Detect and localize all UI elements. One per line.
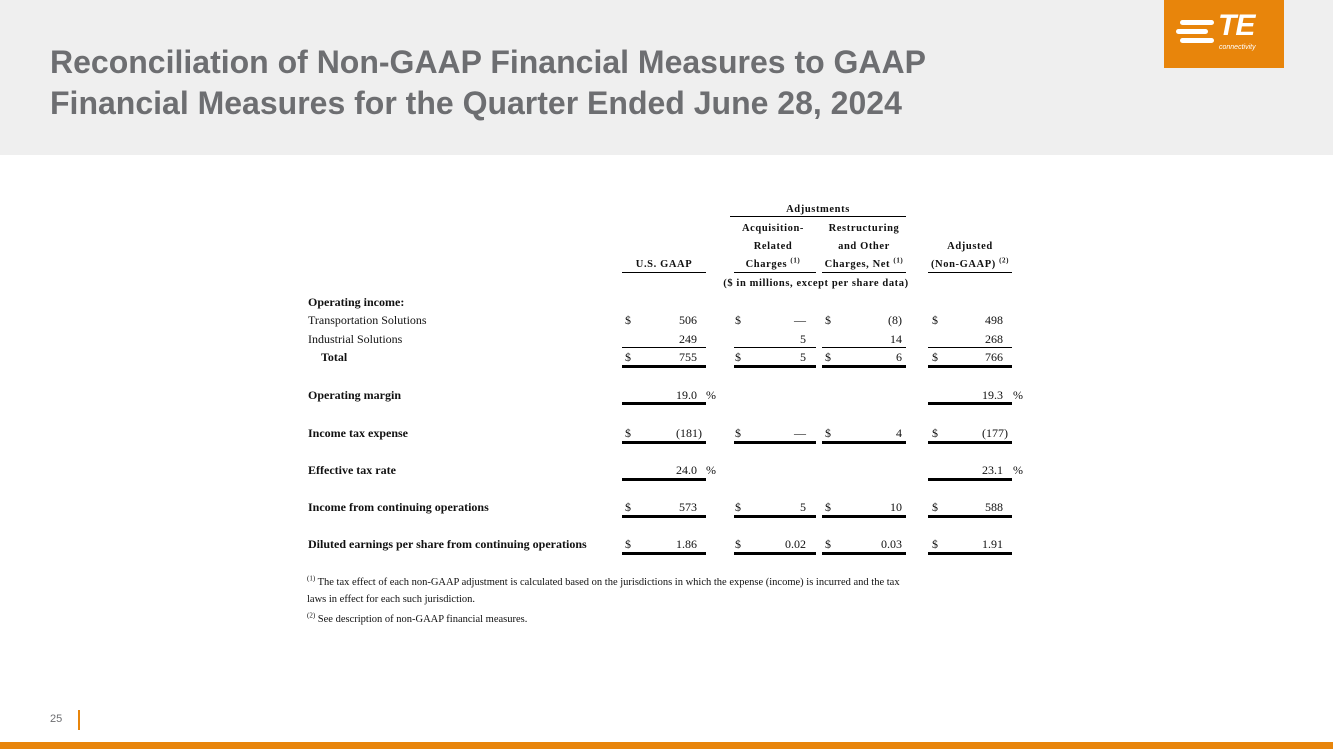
row-double-rule (622, 402, 706, 405)
cell-industrial-restr: 14 (890, 332, 902, 346)
currency-sign: $ (625, 313, 631, 327)
currency-sign: $ (735, 537, 741, 551)
total-double-rule (822, 365, 906, 368)
cell-transportation-gaap: 506 (679, 313, 697, 327)
subtotal-rule (928, 347, 1012, 348)
currency-sign: $ (825, 426, 831, 440)
total-double-rule (734, 365, 816, 368)
currency-sign: $ (932, 500, 938, 514)
footnote-2: $^{(2)}$ See description of non-GAAP financial measures. (307, 611, 528, 625)
row-label-income-cont: Income from continuing operations (308, 500, 489, 514)
currency-sign: $ (625, 537, 631, 551)
row-double-rule (822, 515, 906, 518)
row-label-op-margin: Operating margin (308, 388, 401, 402)
currency-sign: $ (735, 426, 741, 440)
col-restr-line1: Restructuring (828, 223, 900, 234)
currency-sign: $ (825, 350, 831, 364)
row-label-transportation: Transportation Solutions (308, 313, 427, 327)
row-double-rule (928, 478, 1012, 481)
row-double-rule (928, 441, 1012, 444)
percent-sign: % (1013, 463, 1023, 477)
col-acq-line3: Charges $^{(1)}$ (745, 256, 801, 270)
row-double-rule (622, 515, 706, 518)
cell-op-margin-adj: 19.3 (982, 388, 1003, 402)
cell-income-cont-gaap: 573 (679, 500, 697, 514)
row-double-rule (622, 478, 706, 481)
group-header-adjustments: Adjustments (786, 204, 850, 215)
percent-sign: % (1013, 388, 1023, 402)
row-double-rule (622, 441, 706, 444)
row-double-rule (928, 515, 1012, 518)
cell-eps-restr: 0.03 (881, 537, 902, 551)
row-double-rule (822, 441, 906, 444)
page-number-divider (78, 710, 80, 730)
percent-sign: % (706, 463, 716, 477)
cell-total-adj: 766 (985, 350, 1003, 364)
percent-sign: % (706, 388, 716, 402)
currency-sign: $ (825, 500, 831, 514)
cell-total-gaap: 755 (679, 350, 697, 364)
currency-sign: $ (735, 500, 741, 514)
col-gaap-header-rule (622, 272, 706, 273)
cell-income-tax-restr: 4 (896, 426, 902, 440)
cell-income-cont-restr: 10 (890, 500, 902, 514)
logo-mark: TE (1218, 9, 1255, 42)
col-restr-line3: Charges, Net $^{(1)}$ (824, 256, 904, 270)
cell-industrial-gaap: 249 (679, 332, 697, 346)
currency-sign: $ (932, 426, 938, 440)
currency-sign: $ (625, 500, 631, 514)
row-label-income-tax: Income tax expense (308, 426, 408, 440)
col-adj-line1: Adjusted (947, 241, 993, 252)
section-operating-income: Operating income: (308, 295, 405, 309)
currency-sign: $ (825, 537, 831, 551)
cell-income-tax-gaap: (181) (676, 426, 702, 440)
currency-sign: $ (625, 426, 631, 440)
cell-income-tax-adj: (177) (982, 426, 1008, 440)
cell-industrial-adj: 268 (985, 332, 1003, 346)
cell-income-tax-acq: — (794, 426, 806, 440)
cell-income-cont-adj: 588 (985, 500, 1003, 514)
currency-sign: $ (735, 313, 741, 327)
row-label-industrial: Industrial Solutions (308, 332, 403, 346)
currency-sign: $ (932, 350, 938, 364)
currency-sign: $ (825, 313, 831, 327)
total-double-rule (928, 365, 1012, 368)
cell-industrial-acq: 5 (800, 332, 806, 346)
title-line-2: Financial Measures for the Quarter Ended June 28, 2024 (50, 85, 902, 121)
row-double-rule (734, 441, 816, 444)
bottom-accent-bar (0, 742, 1333, 749)
total-double-rule (622, 365, 706, 368)
cell-transportation-adj: 498 (985, 313, 1003, 327)
cell-transportation-acq: — (794, 313, 806, 327)
row-double-rule (822, 552, 906, 555)
row-label-eps: Diluted earnings per share from continuing operations (308, 537, 587, 551)
row-double-rule (928, 402, 1012, 405)
currency-sign: $ (735, 350, 741, 364)
cell-eff-tax-gaap: 24.0 (676, 463, 697, 477)
cell-eps-acq: 0.02 (785, 537, 806, 551)
row-double-rule (734, 552, 816, 555)
col-restr-line2: and Other (838, 241, 890, 252)
col-adj-line2: (Non-GAAP) $^{(2)}$ (930, 256, 1010, 270)
col-acq-header-rule (734, 272, 816, 273)
cell-income-cont-acq: 5 (800, 500, 806, 514)
col-acq-line1: Acquisition- (741, 223, 805, 234)
cell-transportation-restr: (8) (888, 313, 902, 327)
cell-total-acq: 5 (800, 350, 806, 364)
row-label-total: Total (321, 350, 348, 364)
subtotal-rule (622, 347, 706, 348)
group-header-rule (730, 216, 906, 217)
row-double-rule (734, 515, 816, 518)
subtotal-rule (822, 347, 906, 348)
row-label-eff-tax: Effective tax rate (308, 463, 396, 477)
subtotal-rule (734, 347, 816, 348)
footnote-1: $^{(1)}$ The tax effect of each non-GAAP adjustment is calculated based on the jurisdictions in which the expense (income) is incurred and the tax laws in effect for each such jurisdiction. (307, 574, 900, 605)
cell-op-margin-gaap: 19.0 (676, 388, 697, 402)
currency-sign: $ (625, 350, 631, 364)
cell-total-restr: 6 (896, 350, 902, 364)
cell-eps-adj: 1.91 (982, 537, 1003, 551)
page-number: 25 (50, 713, 63, 725)
col-gaap-header: U.S. GAAP (635, 259, 693, 270)
cell-eps-gaap: 1.86 (676, 537, 697, 551)
row-double-rule (622, 552, 706, 555)
row-double-rule (928, 552, 1012, 555)
col-adj-header-rule (928, 272, 1012, 273)
col-acq-line2: Related (753, 241, 793, 252)
title-line-1: Reconciliation of Non-GAAP Financial Measures to GAAP (50, 44, 926, 80)
currency-sign: $ (932, 537, 938, 551)
currency-sign: $ (932, 313, 938, 327)
cell-eff-tax-adj: 23.1 (982, 463, 1003, 477)
col-restr-header-rule (822, 272, 906, 273)
logo-subtitle: connectivity (1219, 44, 1256, 51)
units-note: ($ in millions, except per share data) (723, 278, 909, 289)
